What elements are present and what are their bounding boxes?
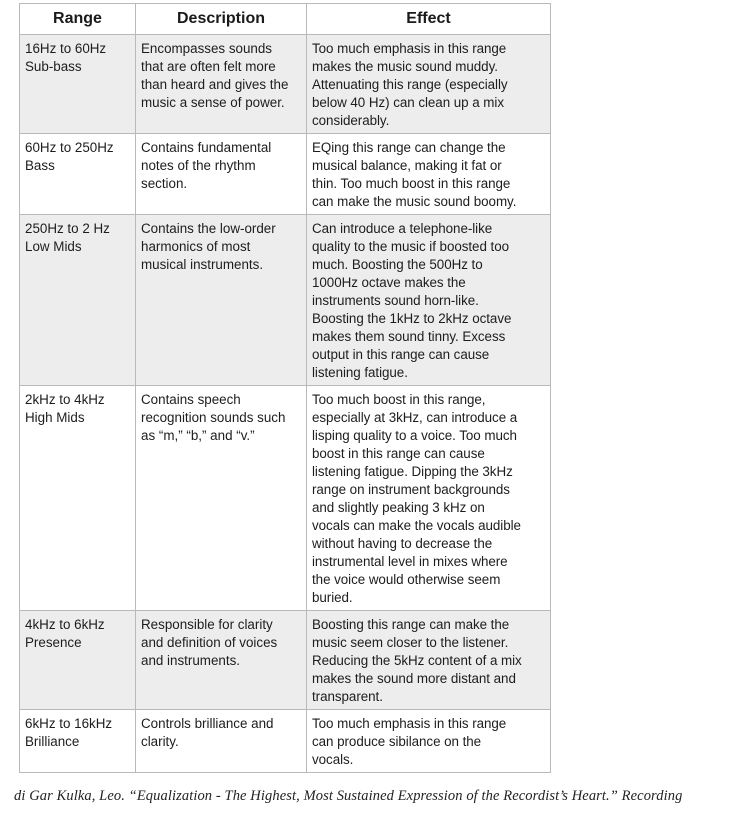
cell-range	[20, 611, 136, 710]
cell-range	[20, 215, 136, 386]
cell-text-line: Low Mids	[25, 239, 82, 254]
table-row	[20, 611, 551, 710]
cell-text-line: 60Hz to 250Hz	[25, 140, 114, 155]
cell-text-line: transparent.	[312, 689, 383, 704]
cell-text-line: can produce sibilance on the	[312, 734, 482, 749]
table-row	[20, 710, 551, 773]
header-effect: Effect	[307, 4, 551, 35]
cell-description	[136, 35, 307, 134]
cell-text-line: thin. Too much boost in this range	[312, 176, 511, 191]
cell-range	[20, 35, 136, 134]
cell-text-line: music seem closer to the listener.	[312, 635, 509, 650]
table-row	[20, 215, 551, 386]
cell-text-line: Encompasses sounds	[141, 41, 273, 56]
cell-text-line: lisping quality to a voice. Too much	[312, 428, 517, 443]
cell-text-line: output in this range can cause	[312, 347, 490, 362]
cell-description	[136, 611, 307, 710]
cell-text-line: Attenuating this range (especially	[312, 77, 508, 92]
cell-text-line: Can introduce a telephone-like	[312, 221, 493, 236]
cell-text-line: considerably.	[312, 113, 390, 128]
cell-text-line: Brilliance	[25, 734, 80, 749]
cell-text-line: Presence	[25, 635, 82, 650]
cell-text-line: the voice would otherwise seem	[312, 572, 501, 587]
cell-text-line: can make the music sound boomy.	[312, 194, 517, 209]
cell-text-line: especially at 3kHz, can introduce a	[312, 410, 518, 425]
cell-text-line: 16Hz to 60Hz	[25, 41, 107, 56]
cell-text-line: quality to the music if boosted too	[312, 239, 509, 254]
table-body	[20, 35, 551, 773]
header-range: Range	[20, 4, 136, 35]
cell-description	[136, 710, 307, 773]
cell-text-line: EQing this range can change the	[312, 140, 506, 155]
cell-text-line: Controls brilliance and	[141, 716, 274, 731]
cell-text-line: listening fatigue. Dipping the 3kHz	[312, 464, 513, 479]
cell-text-line: much. Boosting the 500Hz to	[312, 257, 483, 272]
cell-effect	[307, 386, 551, 611]
table-row	[20, 386, 551, 611]
table-row	[20, 35, 551, 134]
cell-effect	[307, 134, 551, 215]
cell-text-line: and slightly peaking 3 kHz on	[312, 500, 485, 515]
cell-text-line: Boosting this range can make the	[312, 617, 510, 632]
cell-range	[20, 710, 136, 773]
source-caption: di Gar Kulka, Leo. “Equalization - The Highest, Most Sustained Expression of the Recordist’s Heart.” Recording	[14, 788, 683, 804]
cell-text-line: notes of the rhythm	[141, 158, 256, 173]
cell-text-line: music a sense of power.	[141, 95, 285, 110]
cell-effect	[307, 710, 551, 773]
cell-text-line: vocals.	[312, 752, 354, 767]
cell-text-line: musical balance, making it fat or	[312, 158, 502, 173]
cell-text-line: 1000Hz octave makes the	[312, 275, 466, 290]
cell-text-line: and definition of voices	[141, 635, 278, 650]
cell-text-line: and instruments.	[141, 653, 240, 668]
cell-text-line: makes them sound tinny. Excess	[312, 329, 506, 344]
cell-text-line: clarity.	[141, 734, 179, 749]
cell-text-line: 4kHz to 6kHz	[25, 617, 105, 632]
cell-text-line: as “m,” “b,” and “v.”	[141, 428, 255, 443]
cell-effect	[307, 611, 551, 710]
cell-description	[136, 386, 307, 611]
cell-text-line: vocals can make the vocals audible	[312, 518, 521, 533]
cell-text-line: instrumental level in mixes where	[312, 554, 508, 569]
cell-text-line: Contains the low-order	[141, 221, 276, 236]
cell-text-line: instruments sound horn-like.	[312, 293, 479, 308]
cell-text-line: harmonics of most	[141, 239, 251, 254]
cell-text-line: makes the music sound muddy.	[312, 59, 498, 74]
cell-text-line: listening fatigue.	[312, 365, 408, 380]
cell-text-line: Bass	[25, 158, 55, 173]
cell-range	[20, 386, 136, 611]
cell-text-line: 2kHz to 4kHz	[25, 392, 105, 407]
cell-text-line: range on instrument backgrounds	[312, 482, 510, 497]
cell-text-line: below 40 Hz) can clean up a mix	[312, 95, 504, 110]
cell-text-line: Contains fundamental	[141, 140, 272, 155]
cell-text-line: Too much emphasis in this range	[312, 41, 507, 56]
cell-text-line: Too much boost in this range,	[312, 392, 486, 407]
cell-effect	[307, 215, 551, 386]
cell-text-line: than heard and gives the	[141, 77, 289, 92]
cell-text-line: recognition sounds such	[141, 410, 286, 425]
cell-text-line: Boosting the 1kHz to 2kHz octave	[312, 311, 512, 326]
header-row	[20, 4, 551, 35]
cell-text-line: 250Hz to 2 Hz	[25, 221, 110, 236]
cell-text-line: 6kHz to 16kHz	[25, 716, 113, 731]
cell-description	[136, 134, 307, 215]
cell-text-line: buried.	[312, 590, 353, 605]
cell-text-line: Contains speech	[141, 392, 241, 407]
cell-text-line: musical instruments.	[141, 257, 264, 272]
header-description: Description	[136, 4, 307, 35]
cell-text-line: Reducing the 5kHz content of a mix	[312, 653, 522, 668]
cell-text-line: boost in this range can cause	[312, 446, 485, 461]
cell-text-line: Too much emphasis in this range	[312, 716, 507, 731]
cell-description	[136, 215, 307, 386]
cell-effect	[307, 35, 551, 134]
cell-text-line: section.	[141, 176, 188, 191]
eq-frequency-table	[19, 3, 551, 773]
cell-range	[20, 134, 136, 215]
cell-text-line: that are often felt more	[141, 59, 276, 74]
cell-text-line: makes the sound more distant and	[312, 671, 516, 686]
table-header	[20, 4, 551, 35]
cell-text-line: Responsible for clarity	[141, 617, 273, 632]
cell-text-line: without having to decrease the	[312, 536, 493, 551]
table-row	[20, 134, 551, 215]
cell-text-line: High Mids	[25, 410, 85, 425]
cell-text-line: Sub-bass	[25, 59, 82, 74]
